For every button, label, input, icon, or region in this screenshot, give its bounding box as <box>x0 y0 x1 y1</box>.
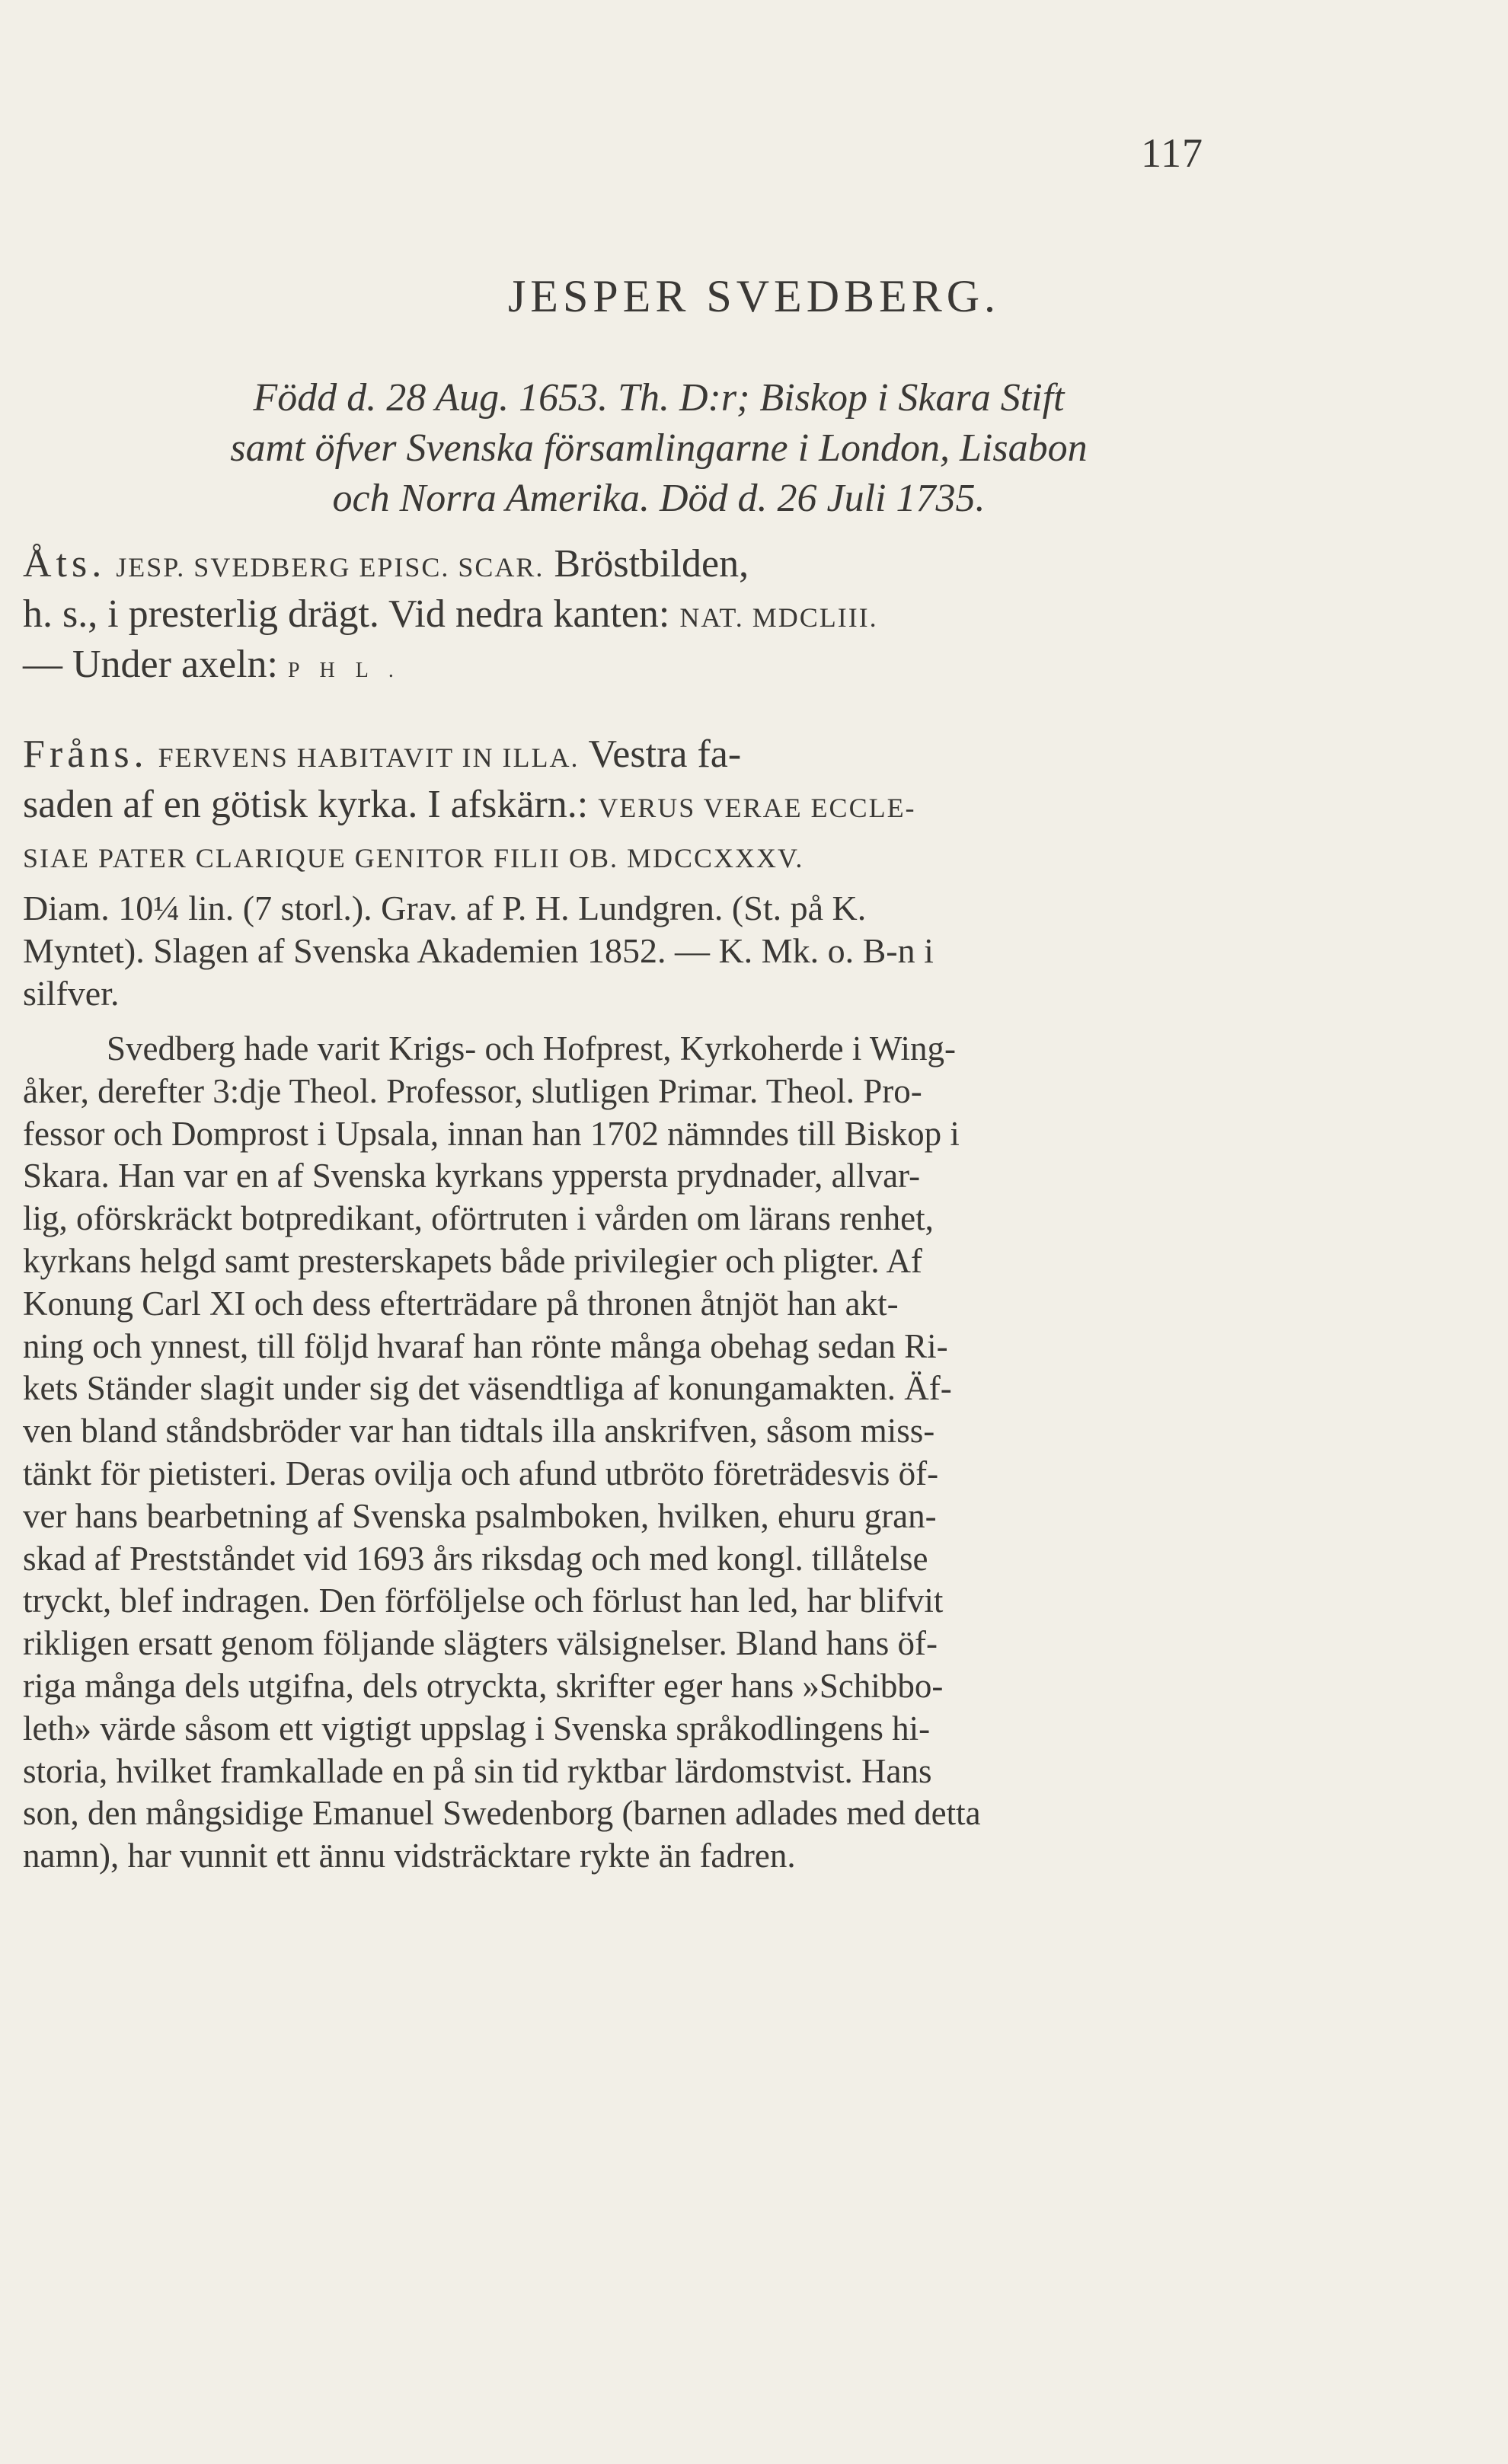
details-line: Diam. 10¼ lin. (7 storl.). Grav. af P. H. Lundgren. (St. på K. <box>23 889 867 927</box>
obverse-legend: NAT. MDCLIII. <box>679 602 878 633</box>
bio-line: rikligen ersatt genom följande slägters välsignelser. Bland hans öf- <box>23 1624 938 1663</box>
reverse-legend: SIAE PATER CLARIQUE GENITOR FILII OB. MDCCXXXV. <box>23 843 804 873</box>
bio-line: kets Ständer slagit under sig det väsendtliga af konungamakten. Äf- <box>23 1369 952 1408</box>
bio-line: son, den mångsidige Emanuel Swedenborg (barnen adlades med detta <box>23 1794 981 1833</box>
reverse-line <box>23 831 1272 882</box>
entry-heading: JESPER SVEDBERG. <box>507 271 1001 321</box>
reverse-label: Fråns. <box>23 732 149 776</box>
bio-line: ver hans bearbetning af Svenska psalmboken, hvilken, ehuru gran- <box>23 1496 937 1535</box>
bio-line: Skara. Han var en af Svenska kyrkans yppersta prydnader, allvar- <box>23 1157 921 1195</box>
obverse-text: Bröstbilden, <box>554 542 749 586</box>
bio-line: skad af Prestståndet vid 1693 års riksdag och med kongl. tillåtelse <box>23 1539 928 1578</box>
obverse-label: Åts. <box>23 542 107 586</box>
obverse-description <box>23 541 1272 694</box>
bio-line: lig, oförskräckt botpredikant, oförtruten i vården om lärans renhet, <box>23 1199 934 1238</box>
reverse-line <box>23 731 1272 781</box>
obverse-line <box>23 541 1272 591</box>
reverse-description <box>23 731 1272 882</box>
bio-line: Svedberg hade varit Krigs- och Hofprest, Kyrkoherde i Wing- <box>107 1029 956 1068</box>
bio-line: åker, derefter 3:dje Theol. Professor, slutligen Primar. Theol. Pro- <box>23 1071 922 1110</box>
bio-line: storia, hvilket framkallade en på sin tid ryktbar lärdomstvist. Hans <box>23 1751 932 1790</box>
bio-line: leth» värde såsom ett vigtigt uppslag i Svenska språkodlingens hi- <box>23 1709 931 1747</box>
page-number: 117 <box>1141 130 1203 176</box>
details-line: Myntet). Slagen af Svenska Akademien 1852. — K. Mk. o. B-n i <box>23 931 934 970</box>
reverse-legend: VERUS VERAE ECCLE- <box>598 793 916 823</box>
obverse-legend: JESP. SVEDBERG EPISC. SCAR. <box>116 552 545 582</box>
bio-line: Konung Carl XI och dess efterträdare på thronen åtnjöt han akt- <box>23 1284 899 1323</box>
bio-line: tryckt, blef indragen. Den förföljelse och förlust han led, har blifvit <box>23 1581 944 1620</box>
details-line: silfver. <box>23 974 120 1013</box>
engraver-mark: P H L . <box>288 659 401 682</box>
bio-line: ning och ynnest, till följd hvaraf han rönte många obehag sedan Ri- <box>23 1326 948 1365</box>
bio-line: tänkt för pietisteri. Deras ovilja och afund utbröto företrädesvis öf- <box>23 1454 939 1492</box>
reverse-line <box>23 781 1272 831</box>
biography-paragraph <box>23 1028 1272 1878</box>
subtitle-line: samt öfver Svenska församlingarne i London, Lisabon <box>230 426 1088 470</box>
entry-subtitle <box>91 373 1226 524</box>
obverse-text: h. s., i presterlig drägt. Vid nedra kanten: <box>23 592 670 636</box>
obverse-line <box>23 591 1272 641</box>
obverse-text: — Under axeln: <box>23 643 279 686</box>
medal-details <box>23 887 1272 1015</box>
bio-line: ven bland ståndsbröder var han tidtals illa anskrifven, såsom miss- <box>23 1412 935 1451</box>
reverse-legend: FERVENS HABITAVIT IN ILLA. <box>158 742 580 773</box>
subtitle-line: och Norra Amerika. Död d. 26 Juli 1735. <box>332 477 986 520</box>
subtitle-line: Född d. 28 Aug. 1653. Th. D:r; Biskop i Skara Stift <box>253 376 1065 420</box>
reverse-text: Vestra fa- <box>588 732 742 776</box>
bio-line: namn), har vunnit ett ännu vidsträcktare rykte än fadren. <box>23 1837 796 1875</box>
reverse-text: saden af en götisk kyrka. I afskärn.: <box>23 783 589 826</box>
bio-line: riga många dels utgifna, dels otryckta, skrifter eger hans »Schibbo- <box>23 1666 944 1705</box>
bio-line: fessor och Domprost i Upsala, innan han 1702 nämndes till Biskop i <box>23 1114 960 1153</box>
obverse-line <box>23 641 1272 694</box>
bio-line: kyrkans helgd samt presterskapets både privilegier och pligter. Af <box>23 1241 922 1280</box>
